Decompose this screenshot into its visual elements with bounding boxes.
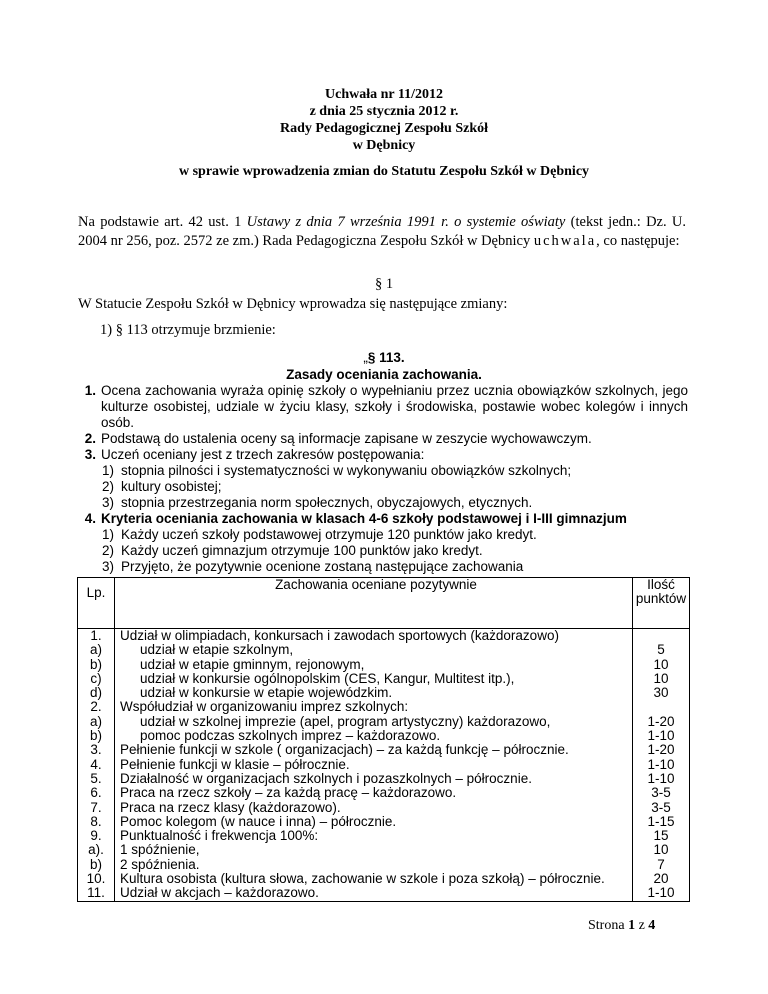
- section-number: [0, 350, 768, 365]
- row-lp: 3.: [90, 742, 102, 758]
- row-points: 1-15: [647, 813, 675, 829]
- row-behaviour: udział w szkolnej imprezie (apel, program artystyczny) każdorazowo,: [140, 713, 551, 729]
- behaviour-points-table: [77, 577, 690, 902]
- row-lp: a).: [88, 842, 104, 858]
- row-behaviour: udział w konkursie w etapie wojewódzkim.: [140, 685, 393, 701]
- row-behaviour: udział w etapie gminnym, rejonowym,: [140, 656, 365, 672]
- header-behaviour: Zachowania oceniane pozytywnie: [115, 578, 633, 629]
- row-lp: a): [89, 642, 102, 658]
- row-behaviour: pomoc podczas szkolnych imprez – każdorazowo.: [140, 728, 441, 744]
- paragraph-symbol: § 1: [374, 276, 394, 292]
- point-number: 2.: [84, 431, 96, 446]
- basis-suffix: , co następuje:: [596, 233, 680, 249]
- row-lp: a): [89, 713, 102, 729]
- sub-point: 1) Każdy uczeń szkoły podstawowej otrzymuje 120 punktów jako kredyt.: [102, 527, 537, 542]
- point-text: Uczeń oceniany jest z trzech zakresów postępowania:: [101, 447, 425, 462]
- row-lp: 8.: [90, 813, 102, 829]
- row-lp: 5.: [90, 770, 102, 786]
- row-behaviour: Pełnienie funkcji w szkole ( organizacjach) – za każdą funkcję – półrocznie.: [120, 742, 569, 758]
- footer-page: 1: [628, 918, 636, 933]
- row-behaviour: Udział w olimpiadach, konkursach i zawodach sportowych (każdorazowo): [120, 628, 559, 643]
- row-behaviour: udział w konkursie ogólnopolskim (CES, Kangur, Multitest itp.),: [140, 670, 515, 686]
- row-points: 7: [657, 856, 665, 872]
- change-item: 1) § 113 otrzymuje brzmienie:: [100, 322, 276, 338]
- section-number-text: § 113.: [367, 350, 405, 365]
- resolution-subject: w sprawie wprowadzenia zmian do Statutu Zespołu Szkół w Dębnicy: [178, 164, 590, 179]
- row-lp: b): [89, 856, 102, 872]
- row-points: 5: [657, 642, 665, 658]
- resolution-header: [0, 86, 768, 154]
- point-text: Kryteria oceniania zachowania w klasach 4-6 szkoły podstawowej i I-III gimnazjum: [101, 511, 627, 526]
- point-number: 4.: [84, 511, 96, 526]
- resolution-number: Uchwała nr 11/2012: [325, 87, 443, 102]
- rule-point: [78, 447, 688, 463]
- row-points: 1-10: [647, 728, 675, 744]
- row-lp: 6.: [90, 785, 102, 801]
- row-points: [633, 629, 689, 643]
- behaviour-column: [115, 629, 633, 902]
- footer-of: z: [638, 918, 645, 933]
- row-lp: 4.: [90, 756, 102, 772]
- row-behaviour: Udział w akcjach – każdorazowo.: [120, 885, 319, 901]
- row-lp: 1.: [90, 628, 102, 643]
- section-title: Zasady oceniania zachowania.: [286, 367, 482, 382]
- row-lp: 2.: [90, 699, 102, 715]
- row-points: 1-20: [647, 742, 675, 758]
- changes-intro: W Statucie Zespołu Szkół w Dębnicy wprowadza się następujące zmiany:: [78, 296, 508, 312]
- row-points: 1-10: [647, 770, 675, 786]
- sub-point: 1) stopnia pilności i systematyczności w wykonywaniu obowiązków szkolnych;: [102, 463, 572, 478]
- table-header-row: [78, 578, 690, 629]
- row-behaviour: Kultura osobista (kultura słowa, zachowanie w szkole i poza szkołą) – półrocznie.: [120, 871, 605, 887]
- row-points: 1-10: [647, 756, 675, 772]
- row-points: 10: [653, 670, 669, 686]
- rule-point: [78, 511, 688, 527]
- row-points: 30: [653, 685, 669, 701]
- row-lp: 9.: [90, 828, 102, 844]
- row-behaviour: udział w etapie szkolnym,: [140, 642, 294, 658]
- row-behaviour: 1 spóźnienie,: [120, 842, 200, 858]
- resolution-place: w Dębnicy: [352, 138, 416, 153]
- rule-point: [78, 431, 688, 447]
- row-lp: 10.: [86, 871, 106, 887]
- row-behaviour: Działalność w organizacjach szkolnych i pozaszkolnych – półrocznie.: [120, 770, 532, 786]
- row-lp: 7.: [90, 799, 102, 815]
- footer-total: 4: [648, 918, 656, 933]
- points-column: [633, 629, 690, 902]
- basis-prefix: Na podstawie art. 42 ust. 1: [78, 214, 247, 230]
- rules-list: [78, 383, 688, 575]
- row-points: 3-5: [651, 785, 671, 801]
- row-behaviour: Pomoc kolegom (w nauce i inna) – półrocznie.: [120, 813, 397, 829]
- row-behaviour: Punktualność i frekwencja 100%:: [120, 828, 319, 844]
- row-lp: d): [89, 685, 102, 701]
- page-footer: [588, 918, 655, 934]
- row-points: 15: [653, 828, 669, 844]
- row-points: 1-10: [647, 885, 675, 901]
- table-body-row: [78, 629, 690, 902]
- header-lp: Lp.: [78, 578, 115, 629]
- row-points: 20: [653, 871, 669, 887]
- sub-point: 2) Każdy uczeń gimnazjum otrzymuje 100 punktów jako kredyt.: [102, 543, 483, 558]
- row-lp: c): [90, 670, 102, 686]
- row-behaviour: Praca na rzecz szkoły – za każdą pracę – każdorazowo.: [120, 785, 457, 801]
- row-points: [633, 700, 689, 714]
- point-number: 1.: [84, 383, 96, 398]
- sub-point: 3) stopnia przestrzegania norm społecznych, obyczajowych, etycznych.: [102, 495, 533, 510]
- resolution-body: Rady Pedagogicznej Zespołu Szkół: [279, 121, 489, 136]
- row-points: 1-20: [647, 713, 675, 729]
- row-lp: b): [89, 656, 102, 672]
- row-lp: b): [89, 728, 102, 744]
- basis-act: Ustawy z dnia 7 września 1991 r. o systemie oświaty: [246, 214, 566, 230]
- sub-point: 3) Przyjęto, że pozytywnie ocenione zostaną następujące zachowania: [102, 559, 524, 574]
- quote-mark: „: [363, 350, 368, 365]
- header-points: Ilość punktów: [633, 578, 690, 629]
- row-behaviour: Pełnienie funkcji w klasie – półrocznie.: [120, 756, 350, 772]
- sub-point: 2) kultury osobistej;: [102, 479, 222, 494]
- basis-resolves: uchwala: [533, 233, 597, 249]
- row-points: 10: [653, 656, 669, 672]
- point-number: 3.: [84, 447, 96, 462]
- point-text: Ocena zachowania wyraża opinię szkoły o wypełnianiu przez ucznia obowiązków szkolnych, jego kulturze osobistej, udziale w życiu klasy, szkoły i środowiska, postawie wobec kolegów i innych osób.: [101, 383, 688, 430]
- resolution-date: z dnia 25 stycznia 2012 r.: [309, 104, 459, 119]
- legal-basis: [78, 213, 686, 251]
- basis-middle: (tekst jedn.: Dz. U. 2004 nr 256, poz. 2572 ze zm.) Rada Pedagogiczna Zespołu Szkół w Dębnicy: [78, 214, 687, 249]
- row-points: 10: [653, 842, 669, 858]
- footer-label: Strona: [588, 918, 625, 933]
- row-behaviour: 2 spóźnienia.: [120, 856, 200, 872]
- point-text: Podstawą do ustalenia oceny są informacje zapisane w zeszycie wychowawczym.: [101, 431, 592, 446]
- row-lp: 11.: [87, 885, 105, 901]
- row-behaviour: Praca na rzecz klasy (każdorazowo).: [120, 799, 341, 815]
- rule-point: [78, 383, 688, 431]
- row-behaviour: Współudział w organizowaniu imprez szkolnych:: [120, 699, 409, 715]
- lp-column: [78, 629, 115, 902]
- row-points: 3-5: [651, 799, 671, 815]
